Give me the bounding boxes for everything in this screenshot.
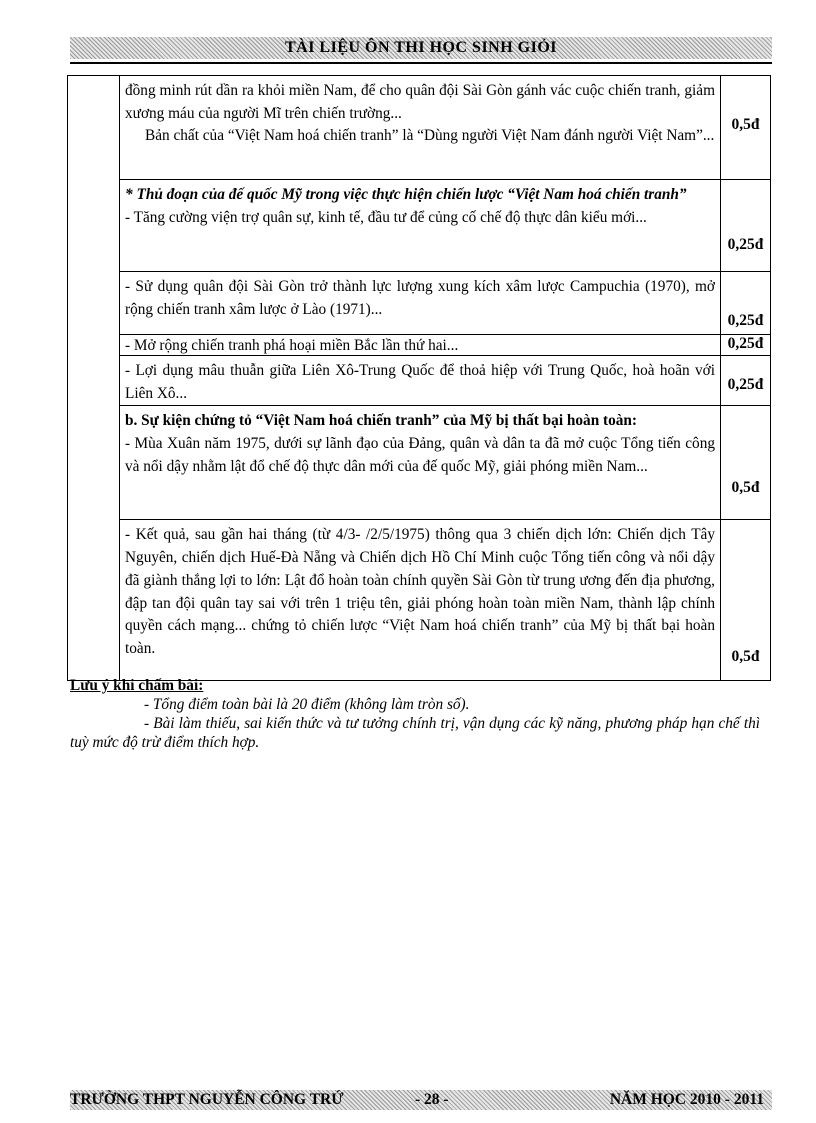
note-item: - Bài làm thiếu, sai kiến thức và tư tưởng chính trị, vận dụng các kỹ năng, phương pháp hạn chế thì tuỳ mức độ trừ điểm thích hợp.: [70, 715, 760, 751]
row-text: Bản chất của “Việt Nam hoá chiến tranh” là “Dùng người Việt Nam đánh người Việt Nam”...: [145, 127, 715, 145]
footer-school-name: TRƯỜNG THPT NGUYỄN CÔNG TRỨ: [70, 1091, 344, 1108]
score-value: 0,25đ: [727, 335, 764, 352]
footer-page-number: - 28 -: [415, 1091, 449, 1108]
content-cell: [120, 356, 721, 406]
row-text: - Sử dụng quân đội Sài Gòn trở thành lực lượng xung kích xâm lược Campuchia (1970), mở rộng chiến tranh xâm lược ở Lào (1971)...: [125, 278, 715, 318]
content-cell: [120, 406, 721, 520]
content-cell: [120, 520, 721, 681]
footer-band: [70, 1090, 772, 1110]
page-header-title: TÀI LIỆU ÔN THI HỌC SINH GIỎI: [284, 39, 558, 56]
table-row: [68, 76, 771, 180]
score-value: 0,25đ: [727, 236, 764, 253]
content-cell: [120, 335, 721, 356]
table-row: [68, 272, 771, 335]
score-value: 0,25đ: [727, 376, 764, 393]
note-item: - Tổng điểm toàn bài là 20 điểm (không làm tròn số).: [144, 696, 470, 713]
table-row: [68, 520, 771, 681]
row-heading: * Thủ đoạn của đế quốc Mỹ trong việc thực hiện chiến lược “Việt Nam hoá chiến tranh”: [125, 186, 687, 203]
table-row: [68, 356, 771, 406]
table-row: [68, 180, 771, 272]
row-text: - Tăng cường viện trợ quân sự, kinh tế, đầu tư để củng cố chế độ thực dân kiểu mới...: [125, 208, 647, 226]
row-text: - Mùa Xuân năm 1975, dưới sự lãnh đạo của Đảng, quân và dân ta đã mở cuộc Tổng tiến công và nổi dậy nhằm lật đổ chế độ thực dân mới của đế quốc Mỹ, giải phóng miền Nam...: [125, 435, 715, 475]
table-row: [68, 335, 771, 356]
score-cell: [721, 272, 771, 335]
score-value: 0,25đ: [727, 312, 764, 329]
score-value: 0,5đ: [731, 479, 760, 497]
row-text: - Mở rộng chiến tranh phá hoại miền Bắc lần thứ hai...: [125, 337, 459, 354]
score-cell: [721, 406, 771, 520]
score-value: 0,5đ: [731, 116, 760, 133]
table-row: [68, 406, 771, 520]
notes-title: Lưu ý khi chấm bài:: [70, 677, 204, 694]
row-text: - Lợi dụng mâu thuẫn giữa Liên Xô-Trung Quốc để thoả hiệp với Trung Quốc, hoà hoãn với Liên Xô...: [125, 362, 715, 402]
grading-notes: [70, 676, 760, 752]
answer-table: [67, 75, 771, 681]
footer-school-year: NĂM HỌC 2010 - 2011: [609, 1091, 764, 1108]
score-value: 0,5đ: [731, 648, 760, 666]
score-cell: [721, 335, 771, 356]
header-rule: [70, 62, 772, 64]
header-band: [70, 37, 772, 59]
row-heading: b. Sự kiện chứng tỏ “Việt Nam hoá chiến tranh” của Mỹ bị thất bại hoàn toàn:: [125, 412, 638, 430]
content-cell: [120, 272, 721, 335]
score-cell: [721, 180, 771, 272]
score-cell: [721, 356, 771, 406]
content-cell: [120, 180, 721, 272]
row-text: đồng minh rút dần ra khỏi miền Nam, để cho quân đội Sài Gòn gánh vác cuộc chiến tranh, giảm xương máu của người Mĩ trên chiến trường...: [125, 82, 715, 122]
row-text: - Kết quả, sau gần hai tháng (từ 4/3- /2/5/1975) thông qua 3 chiến dịch lớn: Chiến dịch Tây Nguyên, chiến dịch Huế-Đà Nẵng và Chiến dịch Hồ Chí Minh cuộc Tổng tiến công và nổi dậy đã giành thắng lợi to lớn: Lật đổ hoàn toàn chính quyền Sài Gòn từ trung ương đến địa phương, đập tan đội quân tay sai với trên 1 triệu tên, giải phóng hoàn toàn miền Nam, thành lập chính quyền cách mạng... chứng tỏ chiến lược “Việt Nam hoá chiến tranh” của Mỹ bị thất bại hoàn toàn.: [125, 526, 715, 657]
content-cell: [120, 76, 721, 180]
score-cell: [721, 520, 771, 681]
section-number-cell: [68, 76, 120, 681]
score-cell: [721, 76, 771, 180]
